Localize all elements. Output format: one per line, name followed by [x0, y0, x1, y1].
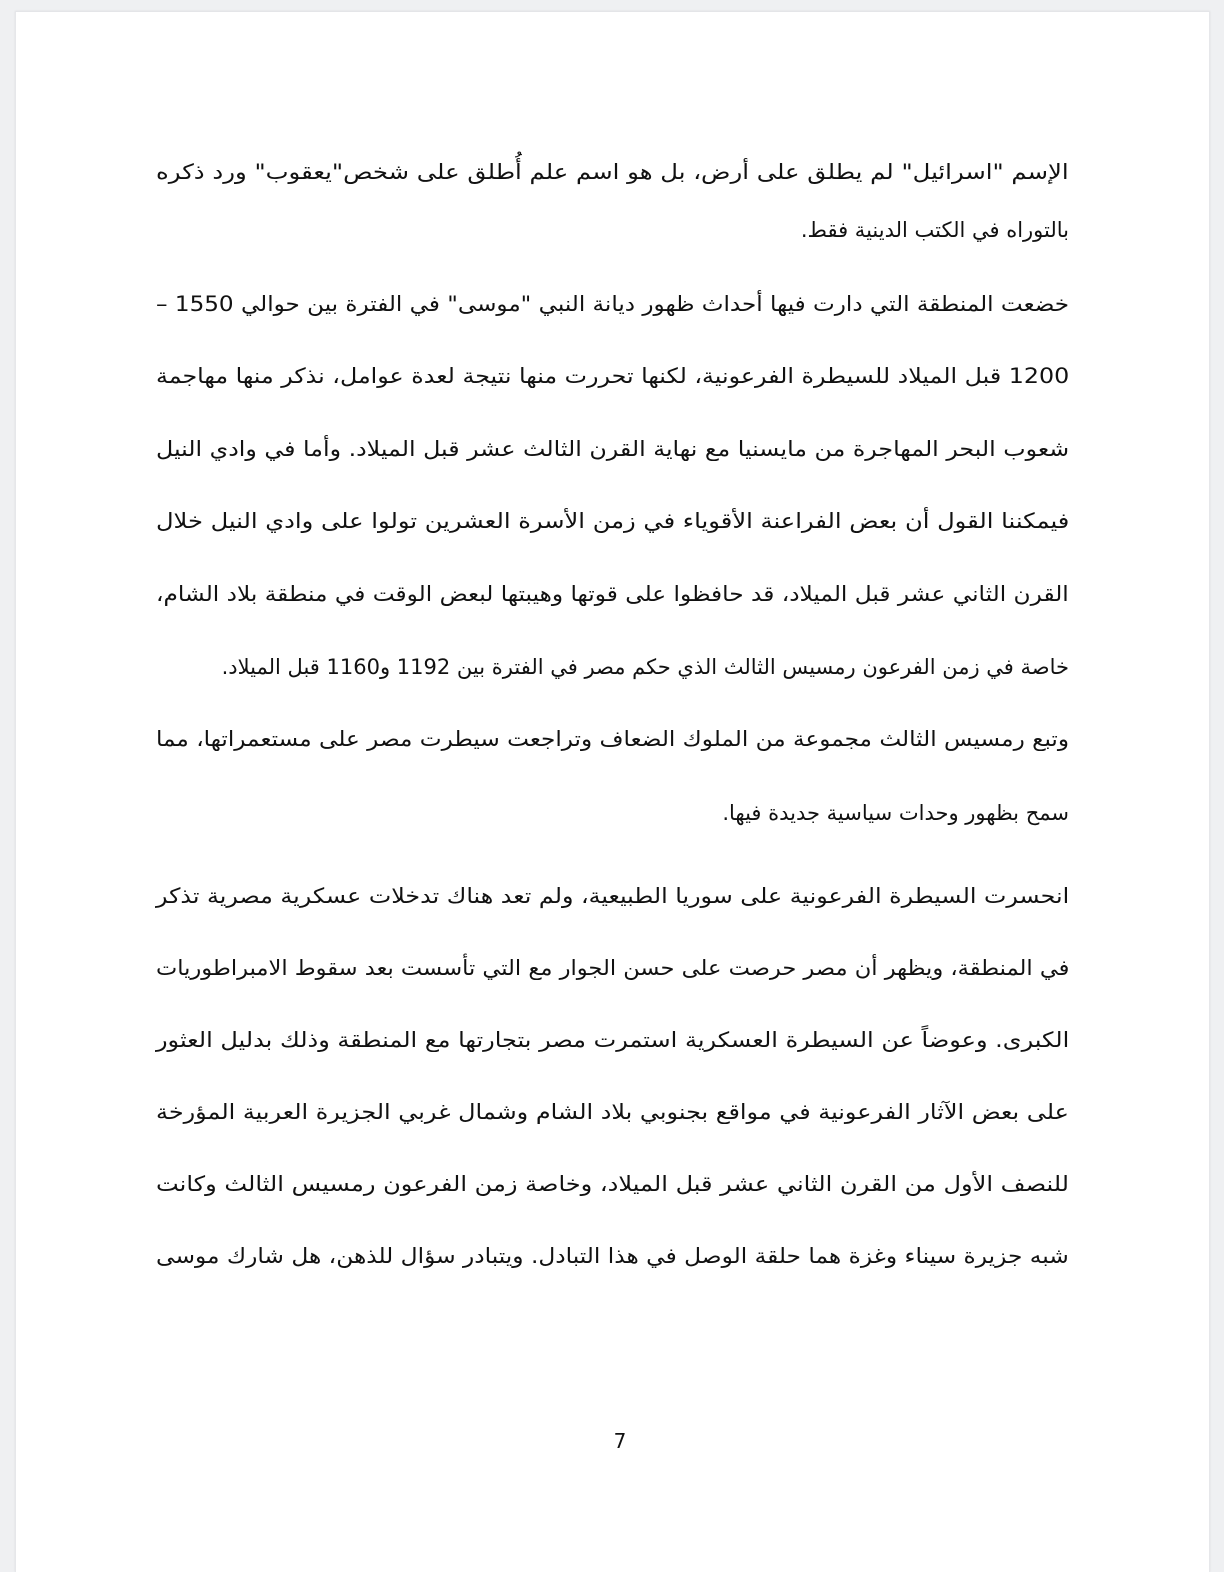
text-line: الإسم "اسرائيل" لم يطلق على أرض، بل هو اسم علم أُطلق على شخص"يعقوب" ورد ذكره: [156, 160, 1069, 184]
document-page: [15, 11, 1210, 1572]
text-line: في المنطقة، ويظهر أن مصر حرصت على حسن الجوار مع التي تأسست بعد سقوط الامبراطوريات: [155, 956, 1069, 980]
text-line: خضعت المنطقة التي دارت فيها أحداث ظهور ديانة النبي "موسى" في الفترة بين حوالي 1550 –: [156, 292, 1069, 316]
text-line: على بعض الآثار الفرعونية في مواقع بجنوبي بلاد الشام وشمال غربي الجزيرة العربية المؤرخة: [156, 1100, 1069, 1124]
text-line: شبه جزيرة سيناء وغزة هما حلقة الوصل في هذا التبادل. ويتبادر سؤال للذهن، هل شارك موسى: [156, 1244, 1069, 1268]
text-line: الكبرى. وعوضاً عن السيطرة العسكرية استمرت مصر بتجارتها مع المنطقة وذلك بدليل العثور: [155, 1028, 1069, 1052]
text-line: 1200 قبل الميلاد للسيطرة الفرعونية، لكنها تحررت منها نتيجة لعدة عوامل، نذكر منها مهاجمة: [155, 364, 1069, 388]
text-line: شعوب البحر المهاجرة من مايسنيا مع نهاية القرن الثالث عشر قبل الميلاد. وأما في وادي النيل: [155, 437, 1069, 461]
text-line: وتبع رمسيس الثالث مجموعة من الملوك الضعاف وتراجعت سيطرت مصر على مستعمراتها، مما: [155, 727, 1069, 751]
text-line: خاصة في زمن الفرعون رمسيس الثالث الذي حكم مصر في الفترة بين 1192 و1160 قبل الميلاد.: [221, 655, 1069, 679]
text-line: انحسرت السيطرة الفرعونية على سوريا الطبيعية، ولم تعد هناك تدخلات عسكرية مصرية تذكر: [155, 884, 1069, 908]
text-line: للنصف الأول من القرن الثاني عشر قبل الميلاد، وخاصة زمن الفرعون رمسيس الثالث وكانت: [155, 1172, 1069, 1196]
text-line: بالتوراه في الكتب الدينية فقط.: [800, 218, 1069, 242]
text-line: سمح بظهور وحدات سياسية جديدة فيها.: [722, 801, 1069, 825]
text-line: فيمكننا القول أن بعض الفراعنة الأقوياء في زمن الأسرة العشرين تولوا على وادي النيل خلال: [155, 509, 1069, 533]
page-number: 7: [613, 1429, 627, 1453]
text-line: القرن الثاني عشر قبل الميلاد، قد حافظوا على قوتها وهيبتها لبعض الوقت في منطقة بلاد الشام،: [156, 582, 1069, 606]
